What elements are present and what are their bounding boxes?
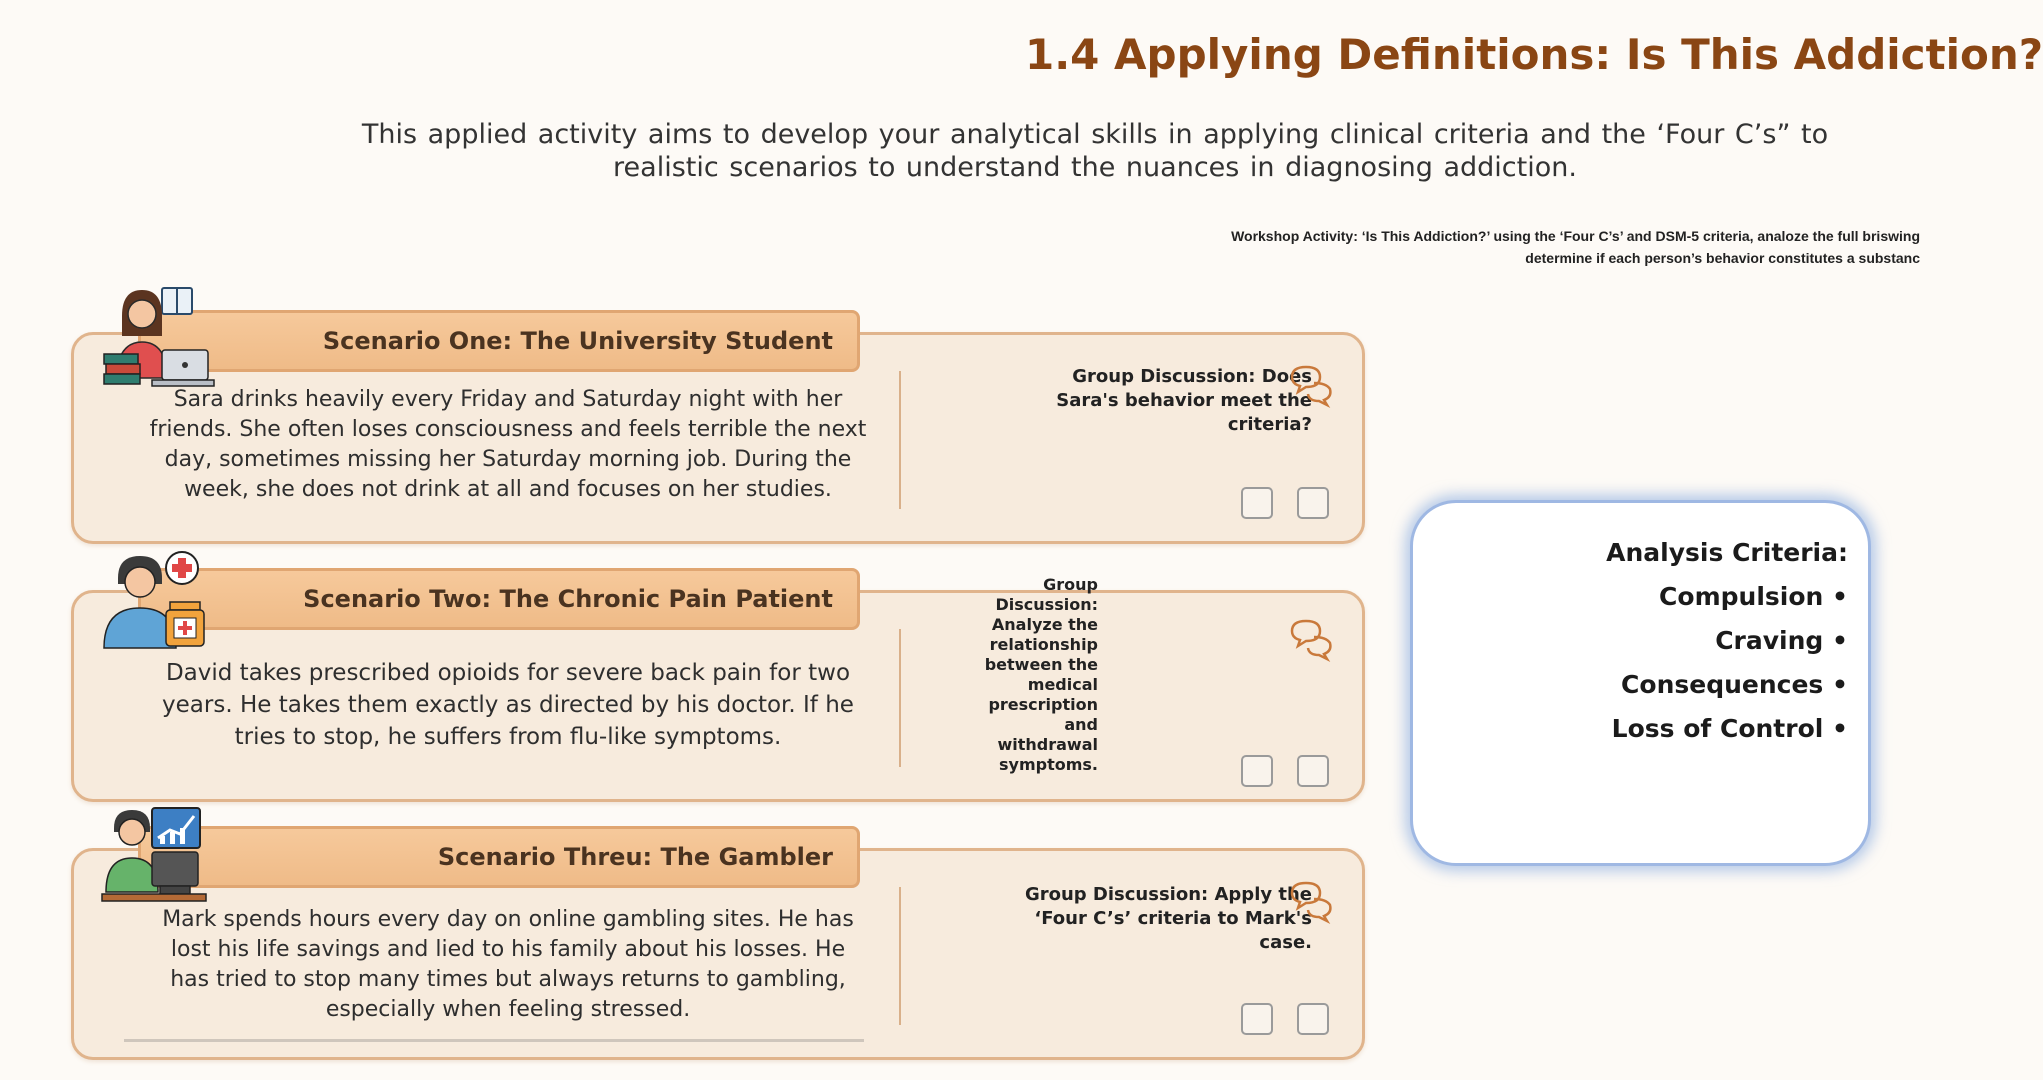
scenario-title-3: Scenario Threu: The Gambler [138,826,860,888]
chat-bubbles-icon [1288,363,1336,405]
card-divider [899,887,901,1025]
criteria-item: Compulsion • [1659,582,1848,611]
criteria-item: Consequences • [1621,670,1848,699]
checkbox[interactable] [1297,1003,1329,1035]
checkbox[interactable] [1297,755,1329,787]
scenario-title-1: Scenario One: The University Student [138,310,860,372]
checkbox[interactable] [1241,1003,1273,1035]
checkbox[interactable] [1241,755,1273,787]
card-divider [899,629,901,767]
analysis-criteria-panel [1410,500,1871,866]
gambler-icon [100,806,208,906]
chat-bubbles-icon [1288,879,1336,921]
intro-paragraph: This applied activity aims to develop your analytical skills in applying clinical criteria and the ‘Four C’s” to realistic scenarios to understand the nuances in diagnosing addiction. [361,119,1829,183]
criteria-list [1606,531,1848,751]
scenario-title-2: Scenario Two: The Chronic Pain Patient [138,568,860,630]
doctor-icon [100,548,210,652]
page-title: 1.4 Applying Definitions: Is This Addiction? [1025,30,2043,79]
group-discussion-2: Group Discussion: Analyze the relationship between the medical prescription and withdrawal symptoms. [984,575,1098,774]
workshop-note-line-1: Workshop Activity: ‘Is This Addiction?’ using the ‘Four C’s’ and DSM-5 criteria, analoze the full briswing [1231,228,1920,244]
card-bottom-rule [124,1039,864,1042]
group-discussion-3: Group Discussion: Apply the ‘Four C’s’ criteria to Mark's case. [1024,884,1312,953]
group-discussion-1: Group Discussion: Does Sara's behavior meet the criteria? [1056,366,1312,435]
scenario-body-3: Mark spends hours every day on online gambling sites. He has lost his life savings and lied to his family about his losses. He has tried to stop many times but always returns to gambling, especially when feeling stressed. [162,907,854,1022]
checkbox[interactable] [1297,487,1329,519]
workshop-note [1140,225,1920,269]
scenario-body-1: Sara drinks heavily every Friday and Saturday night with her friends. She often loses consciousness and feels terrible the next day, sometimes missing her Saturday morning job. During the week, she does not drink at all and focuses on her studies. [149,387,867,502]
chat-bubbles-icon [1288,617,1336,659]
criteria-heading: Analysis Criteria: [1606,538,1848,567]
criteria-item: Craving • [1715,626,1848,655]
checkbox[interactable] [1241,487,1273,519]
student-icon [100,282,218,390]
criteria-item: Loss of Control • [1611,714,1848,743]
card-divider [899,371,901,509]
scenario-body-2: David takes prescribed opioids for severe back pain for two years. He takes them exactly as directed by his doctor. If he tries to stop, he suffers from flu-like symptoms. [162,660,854,750]
workshop-note-line-2: determine if each person’s behavior constitutes a substanc [1525,250,1920,266]
